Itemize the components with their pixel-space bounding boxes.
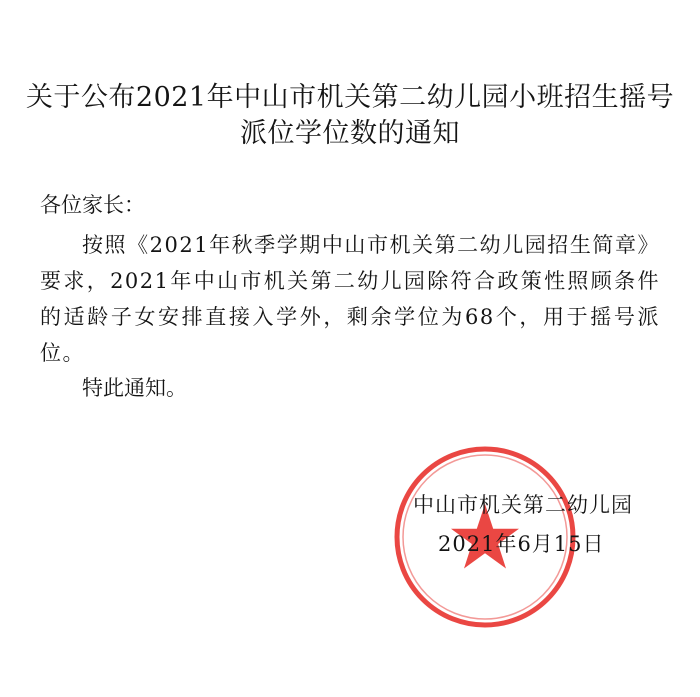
page-title-line-1: 关于公布2021年中山市机关第二幼儿园小班招生摇号 <box>25 82 675 113</box>
salutation: 各位家长： <box>40 193 145 217</box>
signature-date: 2021年6月15日 <box>438 532 605 556</box>
signer-organization: 中山市机关第二幼儿园 <box>413 493 633 517</box>
body-paragraph: 按照《2021年秋季学期中山市机关第二幼儿园招生简章》要求，2021年中山市机关第二幼儿园除符合政策性照顾条件的适龄子女安排直接入学外，剩余学位为68个，用于摇号派位。 <box>40 233 660 365</box>
closing-text: 特此通知。 <box>82 376 187 400</box>
page-title-line-2: 派位学位数的通知 <box>240 118 460 149</box>
